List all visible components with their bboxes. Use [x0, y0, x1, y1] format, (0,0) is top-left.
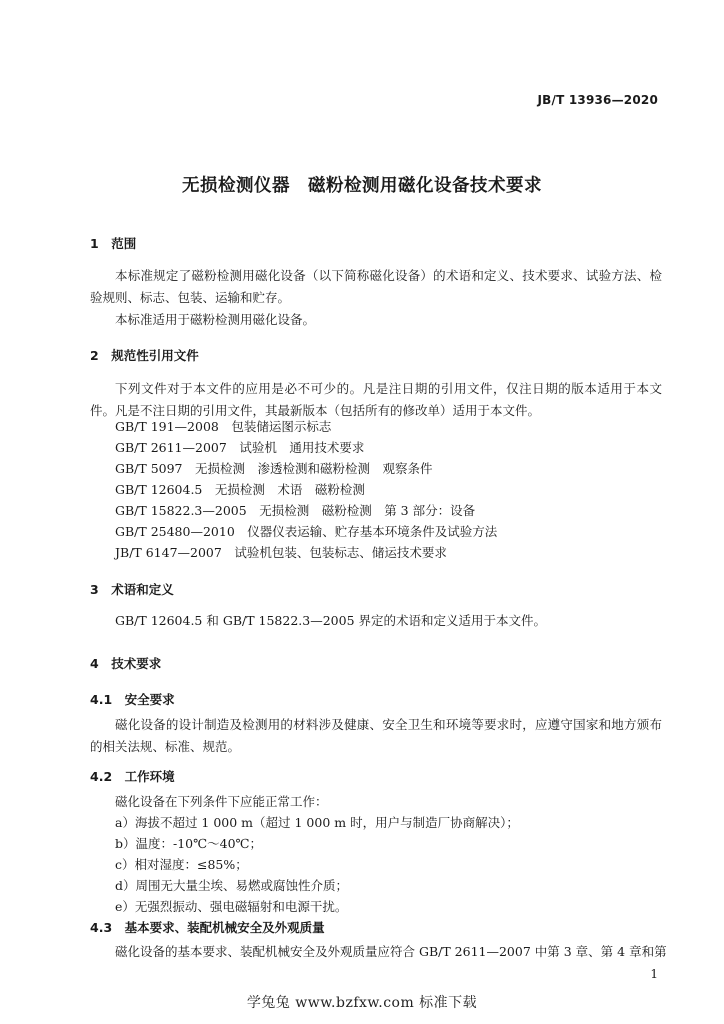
- reference-item: GB/T 15822.3—2005 无损检测 磁粉检测 第 3 部分：设备: [115, 503, 476, 518]
- section-4-3-paragraph-1: 磁化设备的基本要求、装配机械安全及外观质量应符合 GB/T 2611—2007 中第 3 章、第 4 章和第: [115, 944, 667, 959]
- list-item: c）相对湿度：≤85%；: [115, 857, 248, 872]
- list-item: a）海拔不超过 1 000 m（超过 1 000 m 时，用户与制造厂协商解决）；: [115, 815, 519, 830]
- section-4-3-heading: 4.3 基本要求、装配机械安全及外观质量: [90, 920, 325, 935]
- section-4-2-intro: 磁化设备在下列条件下应能正常工作：: [115, 794, 328, 809]
- section-2-heading: 2 规范性引用文件: [90, 348, 199, 363]
- section-3-heading: 3 术语和定义: [90, 582, 174, 597]
- watermark-text: 学兔兔 www.bzfxw.com 标准下载: [246, 995, 478, 1011]
- section-1-paragraph-2: 本标准适用于磁粉检测用磁化设备。: [115, 312, 316, 327]
- reference-item: GB/T 12604.5 无损检测 术语 磁粉检测: [115, 482, 365, 497]
- section-4-1-heading: 4.1 安全要求: [90, 692, 175, 707]
- list-item: d）周围无大量尘埃、易燃或腐蚀性介质；: [115, 878, 349, 893]
- reference-item: JB/T 6147—2007 试验机包装、包装标志、储运技术要求: [115, 545, 447, 560]
- list-item: e）无强烈振动、强电磁辐射和电源干扰。: [115, 899, 348, 914]
- reference-item: GB/T 191—2008 包装储运图示标志: [115, 419, 332, 434]
- reference-item: GB/T 5097 无损检测 渗透检测和磁粉检测 观察条件: [115, 461, 433, 476]
- standard-number: JB/T 13936—2020: [537, 93, 658, 107]
- section-3-paragraph-1: GB/T 12604.5 和 GB/T 15822.3—2005 界定的术语和定义适用于本文件。: [115, 613, 547, 628]
- section-1-heading: 1 范围: [90, 236, 137, 251]
- reference-item: GB/T 2611—2007 试验机 通用技术要求: [115, 440, 365, 455]
- section-4-2-heading: 4.2 工作环境: [90, 769, 175, 784]
- page-number: 1: [650, 967, 658, 981]
- document-title: 无损检测仪器 磁粉检测用磁化设备技术要求: [182, 176, 542, 196]
- section-4-heading: 4 技术要求: [90, 656, 162, 671]
- section-4-1-paragraph-1: 磁化设备的设计制造及检测用的材料涉及健康、安全卫生和环境等要求时，应遵守国家和地方颁布的相关法规、标准、规范。: [90, 717, 662, 754]
- section-2-paragraph-1: 下列文件对于本文件的应用是必不可少的。凡是注日期的引用文件，仅注日期的版本适用于本文件。凡是不注日期的引用文件，其最新版本（包括所有的修改单）适用于本文件。: [90, 381, 662, 418]
- reference-item: GB/T 25480—2010 仪器仪表运输、贮存基本环境条件及试验方法: [115, 524, 498, 539]
- section-1-paragraph-1: 本标准规定了磁粉检测用磁化设备（以下简称磁化设备）的术语和定义、技术要求、试验方法、检验规则、标志、包装、运输和贮存。: [90, 268, 662, 305]
- list-item: b）温度：-10℃～40℃；: [115, 836, 263, 851]
